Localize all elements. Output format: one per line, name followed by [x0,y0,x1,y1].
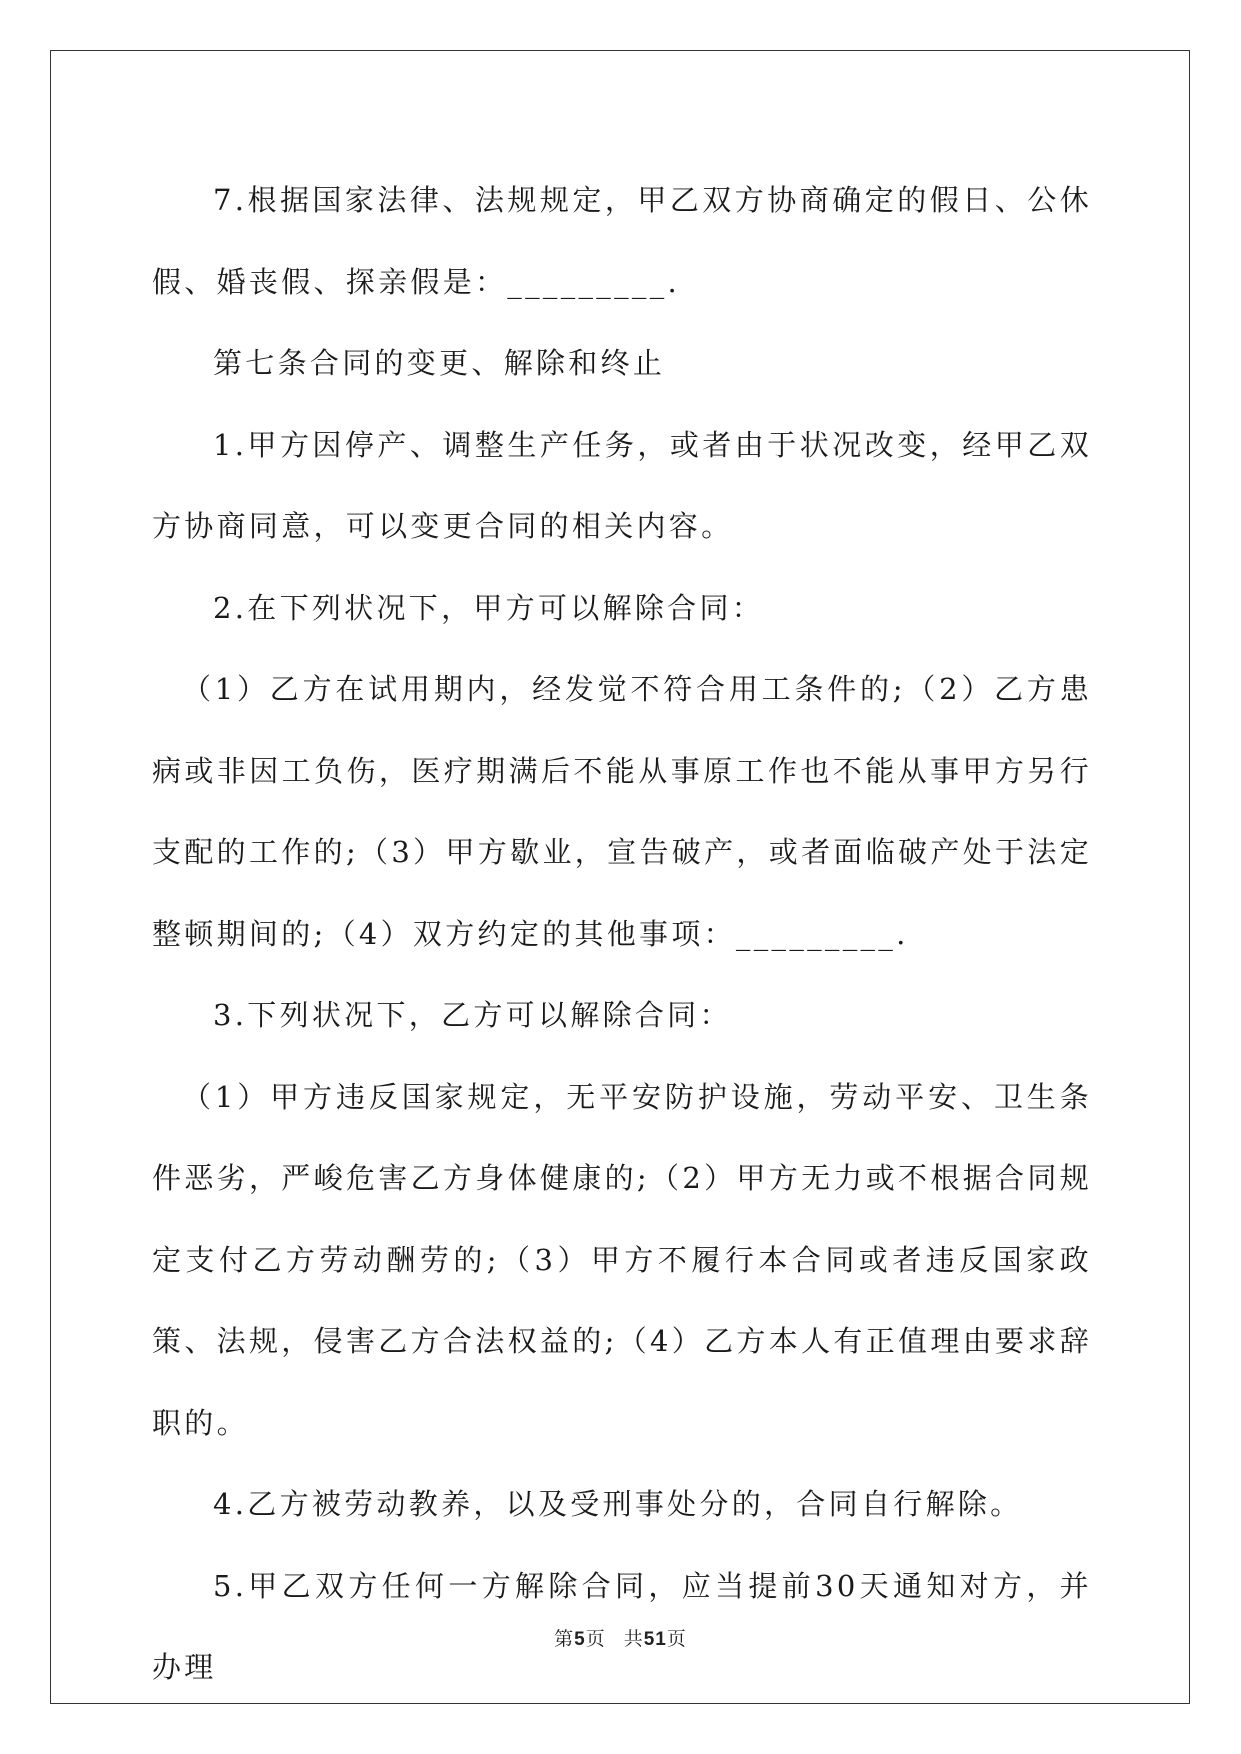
current-page-number: 5 [574,1629,586,1650]
paragraph-1-change: 1.甲方因停产、调整生产任务，或者由于状况改变，经甲乙双方协商同意，可以变更合同的相关内容。 [152,427,1092,543]
employer-termination-conditions: （1）乙方在试用期内，经发觉不符合用工条件的;（2）乙方患病或非因工负伤，医疗期满后不能从事原工作也不能从事甲方另行支配的工作的;（3）甲方歇业，宣告破产，或者面临破产处于法定整顿期间的;（4）双方约定的其他事项：_________. [152,672,1092,951]
paragraph-7-holidays: 7.根据国家法律、法规规定，甲乙双方协商确定的假日、公休假、婚丧假、探亲假是：_________. [152,183,1092,299]
total-page-number: 51 [643,1629,667,1650]
footer-page-suffix: 页 [585,1628,606,1650]
paragraph-3-employee-termination: 3.下列状况下，乙方可以解除合同： [213,998,732,1032]
employee-termination-conditions: （1）甲方违反国家规定，无平安防护设施，劳动平安、卫生条件恶劣，严峻危害乙方身体健康的;（2）甲方无力或不根据合同规定支付乙方劳动酬劳的;（3）甲方不履行本合同或者违反国家政策、法规，侵害乙方合法权益的;（4）乙方本人有正值理由要求辞职的。 [152,1079,1092,1440]
footer-prefix: 第 [554,1628,575,1650]
page-footer [0,1624,1241,1651]
footer-total-suffix: 页 [666,1628,687,1650]
paragraph-5-notice: 5.甲乙双方任何一方解除合同，应当提前30天通知对方，并办理 [152,1568,1092,1684]
paragraph-2-employer-termination: 2.在下列状况下，甲方可以解除合同： [213,590,765,625]
paragraph-4-automatic-termination: 4.乙方被劳动教养，以及受刑事处分的，合同自行解除。 [213,1487,1023,1521]
article-7-heading: 第七条合同的变更、解除和终止 [213,346,666,380]
footer-total-prefix: 共 [623,1628,644,1650]
document-body [152,160,1092,1709]
